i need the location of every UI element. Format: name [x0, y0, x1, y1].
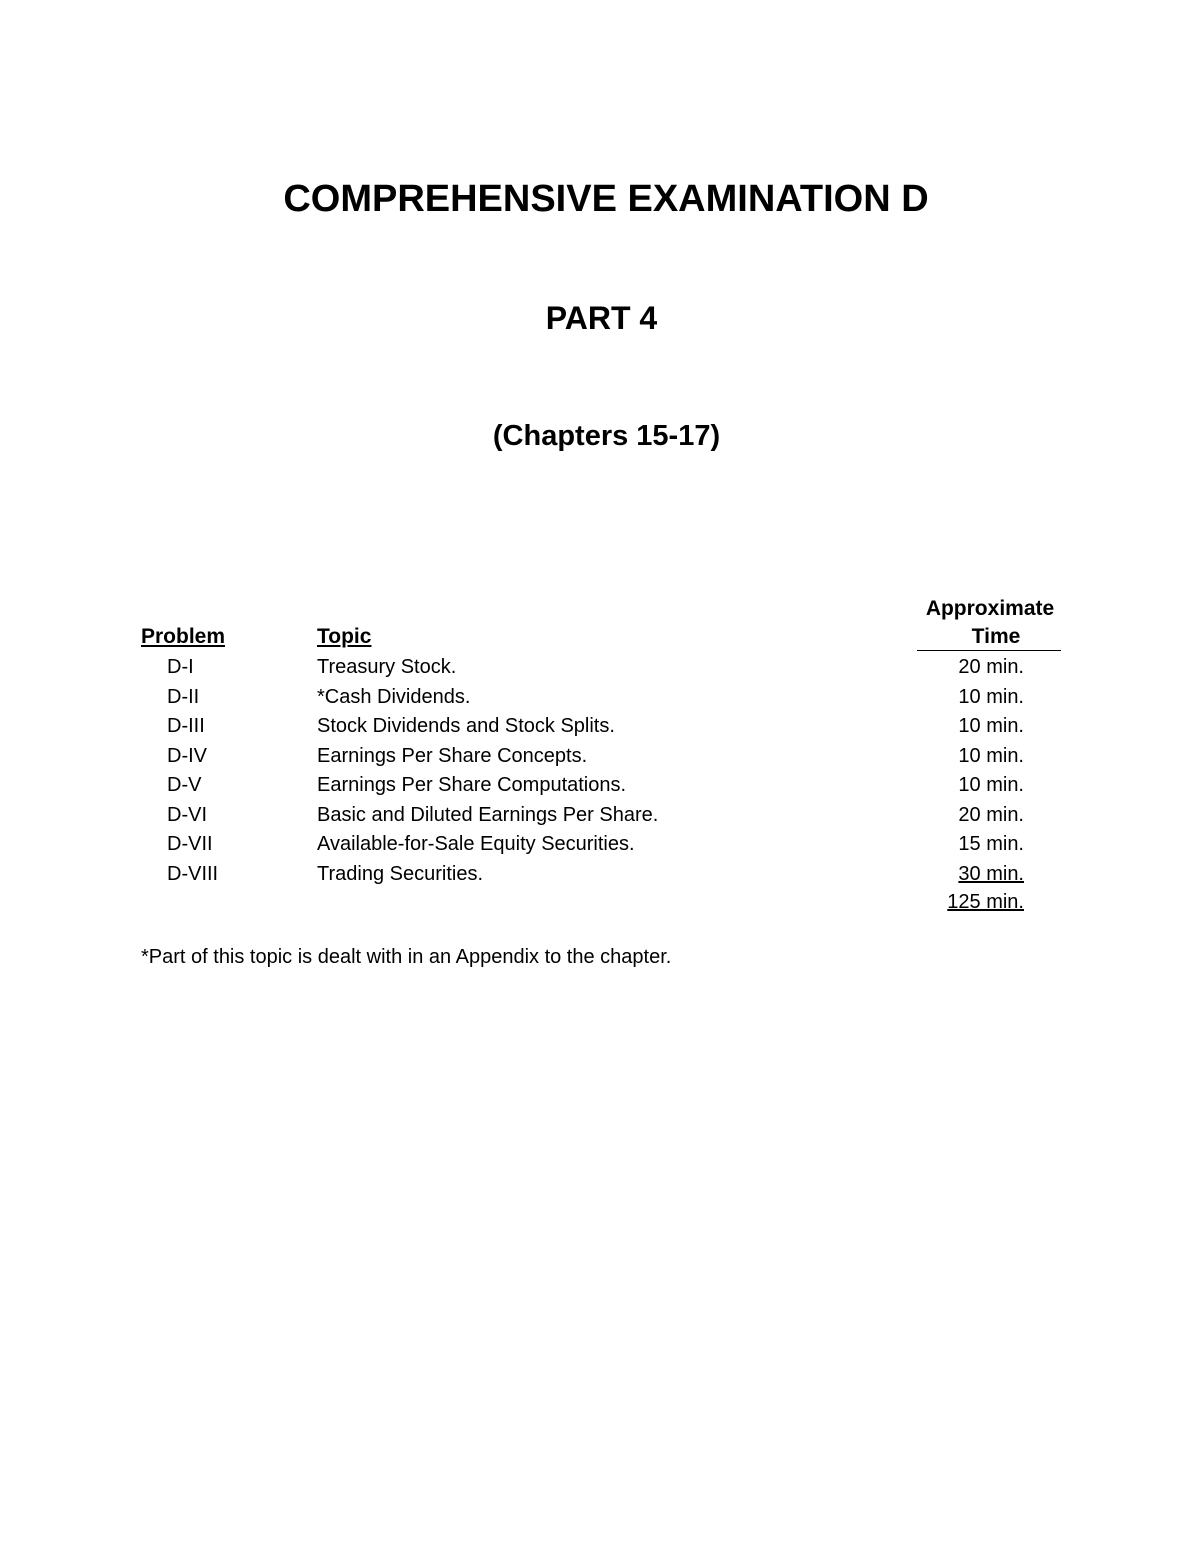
table-row [0, 860, 1200, 890]
problem-time: 10 min. [958, 715, 1024, 737]
problem-code: D-II [167, 685, 200, 708]
problem-code: D-VIII [167, 862, 219, 885]
page-title: COMPREHENSIVE EXAMINATION D [283, 178, 929, 220]
problem-time: 20 min. [958, 803, 1024, 826]
problem-time: 30 min. [958, 862, 1024, 885]
problem-table [0, 653, 1200, 889]
problem-topic: Basic and Diluted Earnings Per Share. [317, 803, 659, 826]
problem-topic: Treasury Stock. [317, 656, 457, 678]
chapters-subtitle: (Chapters 15-17) [492, 420, 721, 452]
problem-code: D-III [167, 715, 205, 737]
problem-code: D-VI [167, 803, 207, 826]
problem-topic: Available-for-Sale Equity Securities. [317, 833, 635, 855]
problem-topic: Earnings Per Share Computations. [317, 774, 627, 796]
problem-time: 10 min. [958, 744, 1024, 767]
problem-time: 15 min. [958, 833, 1024, 855]
total-time: 125 min. [947, 891, 1024, 913]
part-title: PART 4 [545, 300, 658, 336]
problem-code: D-IV [167, 744, 207, 767]
time-header-line2: Time [917, 623, 1061, 651]
time-header-line1: Approximate [925, 597, 1055, 620]
problem-code: D-I [167, 656, 194, 678]
problem-topic: Trading Securities. [317, 862, 483, 885]
table-row [0, 801, 1200, 831]
table-row [0, 712, 1200, 742]
table-row [0, 771, 1200, 801]
problem-topic: Earnings Per Share Concepts. [317, 744, 588, 767]
table-row [0, 742, 1200, 772]
problem-column-header: Problem [141, 625, 226, 648]
table-row [0, 653, 1200, 683]
footnote: *Part of this topic is dealt with in an Appendix to the chapter. [141, 946, 672, 968]
table-row [0, 683, 1200, 713]
table-row [0, 830, 1200, 860]
problem-time: 20 min. [958, 656, 1024, 678]
problem-code: D-V [167, 774, 202, 796]
problem-time: 10 min. [958, 774, 1024, 796]
problem-topic: Stock Dividends and Stock Splits. [317, 715, 615, 737]
problem-code: D-VII [167, 833, 213, 855]
problem-time: 10 min. [958, 685, 1024, 708]
time-column-header [917, 595, 1063, 651]
problem-topic: *Cash Dividends. [317, 685, 471, 708]
topic-column-header: Topic [317, 625, 372, 648]
